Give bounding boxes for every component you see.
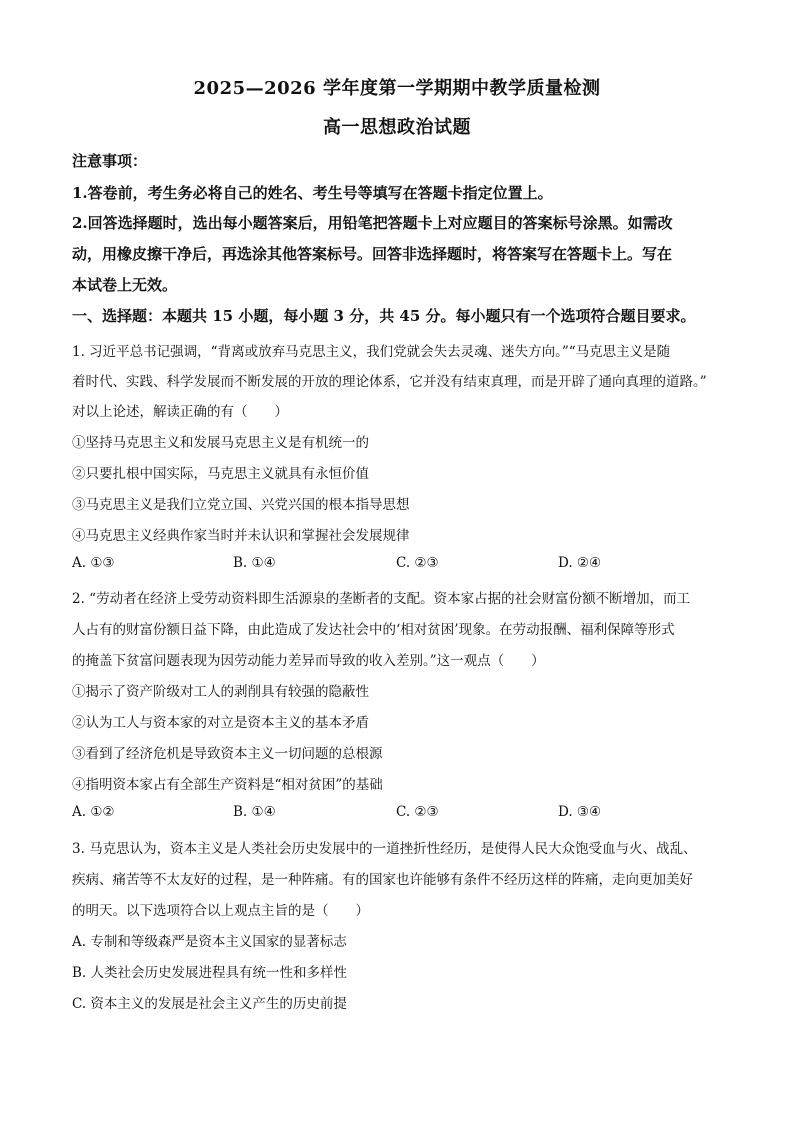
q3-stem-line-1: 3. 马克思认为，资本主义是人类社会历史发展中的一道挫折性经历，是使得人民大众饱受血与火、战乱、 <box>72 841 697 857</box>
q2-statement-3: ③看到了经济危机是导致资本主义一切问题的总根源 <box>72 746 383 762</box>
q2-option-d: D. ③④ <box>558 804 602 820</box>
q2-stem-line-1: 2. “劳动者在经济上受劳动资料即生活源泉的垄断者的支配。资本家占据的社会财富份额不断增加，而工 <box>72 591 691 607</box>
q3-option-c: C. 资本主义的发展是社会主义产生的历史前提 <box>72 996 347 1012</box>
q3-stem-line-2: 疾病、痛苦等不太友好的过程，是一种阵痛。有的国家也许能够有条件不经历这样的阵痛，走向更加美好 <box>72 872 693 888</box>
q1-stem-line-3: 对以上论述，解读正确的有（ ） <box>72 404 288 420</box>
q1-option-a: A. ①③ <box>72 555 115 571</box>
q1-stem-line-1: 1. 习近平总书记强调，“背离或放弃马克思主义，我们党就会失去灵魂、迷失方向。”“马克思主义是随 <box>72 344 671 360</box>
q1-option-c: C. ②③ <box>396 555 439 571</box>
q2-stem-line-2: 人占有的财富份额日益下降，由此造成了发达社会中的‘相对贫困’现象。在劳动报酬、福利保障等形式 <box>72 622 675 638</box>
q1-option-d: D. ②④ <box>558 555 602 571</box>
q2-statement-4: ④指明资本家占有全部生产资料是“相对贫困”的基础 <box>72 777 383 793</box>
q2-stem-line-3: 的掩盖下贫富问题表现为因劳动能力差异而导致的收入差别。”这一观点（ ） <box>72 653 545 669</box>
q1-statement-4: ④马克思主义经典作家当时并未认识和掌握社会发展规律 <box>72 528 410 544</box>
q1-stem-line-2: 着时代、实践、科学发展而不断发展的开放的理论体系，它并没有结束真理，而是开辟了通向真理的道路。” <box>72 374 707 390</box>
q3-option-b: B. 人类社会历史发展进程具有统一性和多样性 <box>72 965 348 981</box>
q3-option-a: A. 专制和等级森严是资本主义国家的显著标志 <box>72 934 347 950</box>
section-1-heading: 一、选择题：本题共 15 小题，每小题 3 分，共 45 分。每小题只有一个选项符合题目要求。 <box>72 307 696 325</box>
notice-item-2-line-2: 动，用橡皮擦干净后，再选涂其他答案标号。回答非选择题时，将答案写在答题卡上。写在 <box>72 245 673 263</box>
q1-statement-2: ②只要扎根中国实际，马克思主义就具有永恒价值 <box>72 466 369 482</box>
notice-item-2-line-3: 本试卷上无效。 <box>72 276 178 294</box>
exam-subtitle: 高一思想政治试题 <box>323 117 471 138</box>
q1-option-b: B. ①④ <box>233 555 276 571</box>
q3-stem-line-3: 的明天。以下选项符合以上观点主旨的是（ ） <box>72 903 369 919</box>
notice-item-2-line-1: 2.回答选择题时，选出每小题答案后，用铅笔把答题卡上对应题目的答案标号涂黑。如需改 <box>72 214 673 232</box>
q2-option-b: B. ①④ <box>233 804 276 820</box>
exam-title: 2025—2026 学年度第一学期期中教学质量检测 <box>193 78 601 99</box>
q2-option-c: C. ②③ <box>396 804 439 820</box>
q2-statement-1: ①揭示了资产阶级对工人的剥削具有较强的隐蔽性 <box>72 684 369 700</box>
q2-statement-2: ②认为工人与资本家的对立是资本主义的基本矛盾 <box>72 715 369 731</box>
q1-statement-3: ③马克思主义是我们立党立国、兴党兴国的根本指导思想 <box>72 497 410 513</box>
notice-item-1: 1.答卷前，考生务必将自己的姓名、考生号等填写在答题卡指定位置上。 <box>72 184 553 202</box>
notice-heading: 注意事项： <box>72 152 148 170</box>
q2-option-a: A. ①② <box>72 804 115 820</box>
q1-statement-1: ①坚持马克思主义和发展马克思主义是有机统一的 <box>72 435 369 451</box>
